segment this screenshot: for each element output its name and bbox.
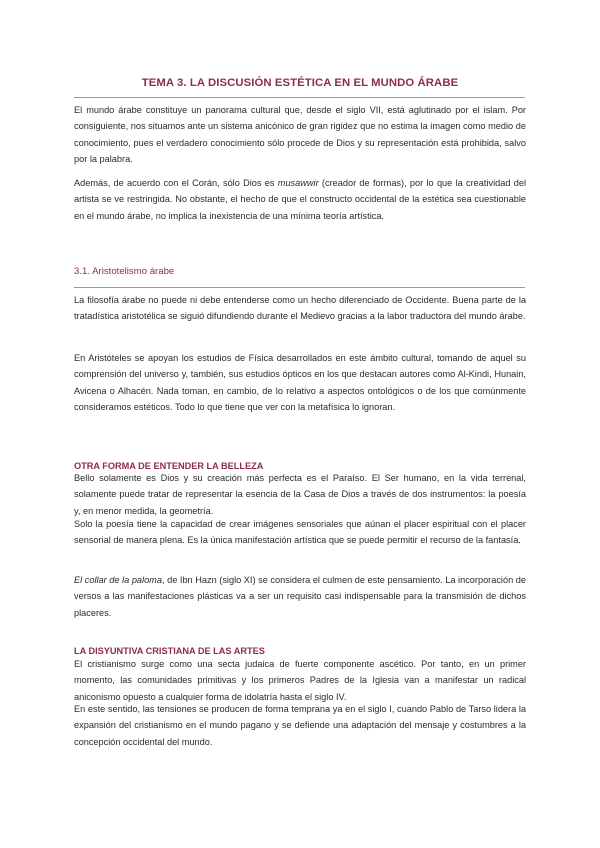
intro-paragraph-2 <box>74 175 526 224</box>
intro-paragraph-1: El mundo árabe constituye un panorama cultural que, desde el siglo VII, está aglutinado por el islam. Por consiguiente, nos situamos ante un sistema anicónico de gran rigidez que no estima la imagen como medio de conocimiento, pues el verdadero conocimiento sólo procede de Dios y su representación está prohibida, salvo por la palabra. <box>74 105 526 164</box>
title-divider <box>74 97 525 98</box>
musawwir-term: musawwir <box>277 178 319 188</box>
book-title: El collar de la paloma <box>74 575 162 585</box>
belleza-paragraph-3 <box>74 572 526 621</box>
intro-p2-text-start: Además, de acuerdo con el Corán, sólo Dios es <box>74 178 278 188</box>
intro-p2-text-end: (creador de formas), por lo que la creatividad del artista se ve restringida. No obstante, el hecho de que el constructo occidental de la estética sea cuestionable en el mundo árabe, no implica la inexistencia de una mínima teoría artística. <box>74 178 526 221</box>
aristotelismo-paragraph-1: La filosofía árabe no puede ni debe entenderse como un hecho diferenciado de Occidente. Buena parte de la tratadística aristotélica se siguió difundiendo durante el Medievo gracias a la labor traductora del mundo árabe. <box>74 295 526 322</box>
belleza-p3-text: , de Ibn Hazn (siglo XI) se considera el culmen de este pensamiento. La incorporación de versos a las manifestaciones plásticas va a ser un requisito casi indispensable para la transmisión de dichos placeres. <box>74 575 526 618</box>
section-divider <box>74 287 525 288</box>
disyuntiva-paragraph-2: En este sentido, las tensiones se producen de forma temprana ya en el siglo I, cuando Pablo de Tarso lidera la expansión del cristianismo en el mundo pagano y se defiende una adaptación del mensaje y costumbres a la concepción occidental del mundo. <box>74 704 526 747</box>
disyuntiva-paragraph-1: El cristianismo surge como una secta judaica de fuerte componente ascético. Por tanto, en un primer momento, las comunidades primitivas y los primeros Padres de la Iglesia van a manifestar un radical aniconismo opuesto a cualquier forma de idolatría hasta el siglo IV. <box>74 659 526 702</box>
section-heading-belleza: OTRA FORMA DE ENTENDER LA BELLEZA <box>74 461 264 471</box>
section-heading-aristotelismo: 3.1. Aristotelismo árabe <box>74 266 175 277</box>
aristotelismo-paragraph-2: En Aristóteles se apoyan los estudios de Física desarrollados en este ámbito cultural, tomando de aquel su comprensión del universo y, también, sus estudios ópticos en los que destacan autores como Al-Kindi, Hunain, Avicena o Alhacén. Nada toman, en cambio, de lo relativo a aspectos ontológicos o de los que comúnmente consideramos estéticos. Todo lo que tiene que ver con la metafísica lo ignoran. <box>74 353 526 412</box>
belleza-paragraph-2: Solo la poesía tiene la capacidad de crear imágenes sensoriales que aúnan el placer espiritual con el placer sensorial de manera plena. Es la única manifestación artística que se puede permitir el recurso de la fantasía. <box>74 519 526 546</box>
section-heading-disyuntiva: LA DISYUNTIVA CRISTIANA DE LAS ARTES <box>74 646 265 656</box>
belleza-paragraph-1: Bello solamente es Dios y su creación más perfecta es el Paraíso. El Ser humano, en la vida terrenal, solamente puede tratar de representar la esencia de la Casa de Dios a través de dos instrumentos: la poesía y, en menor medida, la geometría. <box>74 473 526 516</box>
page-title: TEMA 3. LA DISCUSIÓN ESTÉTICA EN EL MUNDO ÁRABE <box>141 77 459 89</box>
